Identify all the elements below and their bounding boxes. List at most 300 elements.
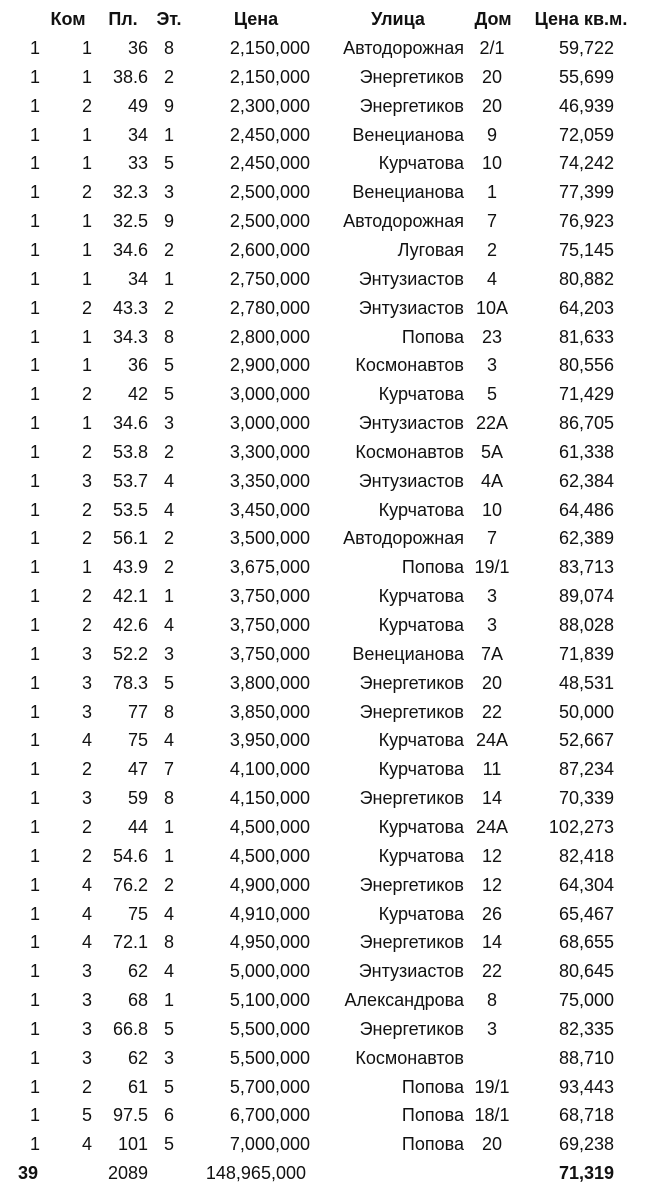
table-row — [0, 1073, 659, 1102]
cell-rooms: 2 — [81, 297, 92, 318]
cell-rooms: 2 — [81, 816, 92, 837]
cell-floor: 4 — [163, 730, 174, 751]
cell-floor: 5 — [163, 1134, 174, 1155]
total-price: 148,965,000 — [205, 1163, 306, 1184]
cell-floor: 1 — [163, 124, 174, 145]
cell-rooms: 1 — [81, 326, 92, 347]
cell-house: 11 — [482, 759, 502, 780]
cell-price-per-sqm: 86,705 — [558, 413, 614, 434]
cell-price-per-sqm: 89,074 — [558, 586, 614, 607]
cell-area: 52.2 — [112, 643, 148, 664]
cell-street: Курчатова — [378, 759, 464, 780]
cell-floor: 1 — [163, 845, 174, 866]
cell-rooms: 1 — [81, 66, 92, 87]
cell-rooms: 1 — [81, 355, 92, 376]
cell-street: Энергетиков — [359, 788, 464, 809]
cell-area: 36 — [127, 355, 148, 376]
cell-rooms: 3 — [81, 701, 92, 722]
cell-area: 72.1 — [112, 932, 148, 953]
cell-rooms: 2 — [81, 615, 92, 635]
cell-street: Энергетиков — [359, 95, 464, 116]
cell-floor: 2 — [163, 297, 174, 318]
cell-street: Курчатова — [378, 615, 464, 635]
cell-count: 1 — [29, 239, 40, 260]
cell-price: 2,150,000 — [229, 66, 310, 87]
cell-house: 8 — [486, 990, 497, 1011]
cell-area: 42 — [127, 384, 148, 405]
average-price-per-sqm: 71,319 — [558, 1163, 614, 1184]
cell-area: 36 — [127, 38, 148, 58]
cell-count: 1 — [29, 297, 40, 318]
cell-rooms: 2 — [81, 586, 92, 607]
cell-rooms: 5 — [81, 1105, 92, 1126]
cell-rooms: 1 — [81, 268, 92, 289]
cell-street: Курчатова — [378, 816, 464, 837]
table-row — [0, 553, 659, 582]
cell-area: 43.9 — [112, 557, 148, 578]
cell-rooms: 2 — [81, 182, 92, 203]
table-row — [0, 380, 659, 409]
cell-rooms: 4 — [81, 1134, 92, 1155]
cell-house: 7А — [480, 643, 504, 664]
cell-count: 1 — [29, 1018, 40, 1039]
cell-rooms: 2 — [81, 528, 92, 549]
cell-street: Попова — [401, 326, 464, 347]
table-row — [0, 957, 659, 986]
cell-price-per-sqm: 82,418 — [558, 845, 614, 866]
cell-price: 4,500,000 — [229, 816, 310, 837]
cell-street: Энергетиков — [359, 66, 464, 87]
cell-house: 9 — [486, 124, 497, 145]
cell-price-per-sqm: 77,399 — [558, 182, 614, 203]
cell-price-per-sqm: 61,338 — [558, 441, 614, 462]
cell-count: 1 — [29, 903, 40, 924]
cell-rooms: 2 — [81, 845, 92, 866]
cell-rooms: 1 — [81, 557, 92, 578]
cell-count: 1 — [29, 124, 40, 145]
cell-floor: 9 — [163, 95, 174, 116]
cell-price-per-sqm: 69,238 — [558, 1134, 614, 1155]
cell-price: 4,100,000 — [229, 759, 310, 780]
cell-house: 3 — [486, 615, 497, 635]
cell-street: Энергетиков — [359, 672, 464, 693]
header-house: Дом — [474, 9, 512, 29]
table-row — [0, 207, 659, 236]
cell-count: 1 — [29, 153, 40, 174]
cell-price-per-sqm: 80,882 — [558, 268, 614, 289]
table-row — [0, 121, 659, 150]
cell-count: 1 — [29, 66, 40, 87]
cell-price-per-sqm: 68,655 — [558, 932, 614, 953]
cell-count: 1 — [29, 759, 40, 780]
cell-price: 3,950,000 — [229, 730, 310, 751]
cell-price-per-sqm: 102,273 — [548, 816, 614, 837]
header-area: Пл. — [108, 9, 138, 29]
cell-rooms: 2 — [81, 384, 92, 405]
cell-count: 1 — [29, 211, 40, 232]
header-price: Цена — [233, 9, 279, 29]
cell-count: 1 — [29, 470, 40, 491]
cell-house: 19/1 — [474, 557, 510, 578]
table-row — [0, 582, 659, 611]
cell-price-per-sqm: 74,242 — [558, 153, 614, 174]
cell-price: 3,750,000 — [229, 615, 310, 635]
cell-price: 3,750,000 — [229, 643, 310, 664]
cell-rooms: 2 — [81, 499, 92, 520]
cell-rooms: 1 — [81, 239, 92, 260]
cell-area: 34 — [127, 124, 148, 145]
cell-floor: 2 — [163, 239, 174, 260]
table-row — [0, 34, 659, 63]
cell-count: 1 — [29, 1105, 40, 1126]
cell-price: 5,500,000 — [229, 1018, 310, 1039]
cell-street: Попова — [401, 1134, 464, 1155]
cell-house: 7 — [486, 211, 497, 232]
total-count: 39 — [17, 1163, 38, 1184]
cell-street: Венецианова — [352, 182, 464, 203]
cell-floor: 5 — [163, 384, 174, 405]
cell-house: 20 — [481, 66, 503, 87]
header-street: Улица — [371, 9, 425, 29]
cell-house: 14 — [481, 788, 503, 809]
cell-house: 24А — [475, 730, 509, 751]
cell-price: 5,500,000 — [229, 1047, 310, 1068]
cell-floor: 4 — [163, 499, 174, 520]
cell-rooms: 3 — [81, 788, 92, 809]
cell-price: 2,600,000 — [229, 239, 310, 260]
cell-price-per-sqm: 46,939 — [558, 95, 614, 116]
cell-count: 1 — [29, 961, 40, 982]
cell-area: 43.3 — [112, 297, 148, 318]
cell-price: 3,800,000 — [229, 672, 310, 693]
cell-price-per-sqm: 88,710 — [558, 1047, 614, 1068]
cell-house: 3 — [486, 1018, 497, 1039]
cell-count: 1 — [29, 615, 40, 635]
cell-street: Космонавтов — [355, 1047, 464, 1068]
table-row — [0, 524, 659, 553]
table-row — [0, 640, 659, 669]
cell-rooms: 1 — [81, 124, 92, 145]
cell-rooms: 4 — [81, 874, 92, 895]
cell-area: 61 — [127, 1076, 148, 1097]
cell-price: 4,150,000 — [229, 788, 310, 809]
cell-house: 2/1 — [479, 38, 505, 58]
cell-street: Космонавтов — [355, 355, 464, 376]
cell-price: 2,500,000 — [229, 182, 310, 203]
table-row — [0, 871, 659, 900]
cell-price-per-sqm: 81,633 — [558, 326, 614, 347]
cell-street: Автодорожная — [343, 528, 464, 549]
cell-price: 4,910,000 — [229, 903, 310, 924]
cell-rooms: 2 — [81, 95, 92, 116]
cell-floor: 3 — [163, 1047, 174, 1068]
table-row — [0, 294, 659, 323]
cell-rooms: 1 — [81, 211, 92, 232]
cell-floor: 8 — [163, 932, 174, 953]
cell-floor: 6 — [163, 1105, 174, 1126]
cell-area: 54.6 — [112, 845, 148, 866]
cell-floor: 4 — [163, 961, 174, 982]
cell-price-per-sqm: 75,145 — [558, 239, 614, 260]
cell-price: 3,850,000 — [229, 701, 310, 722]
cell-price-per-sqm: 65,467 — [558, 903, 614, 924]
cell-rooms: 3 — [81, 1047, 92, 1068]
cell-area: 75 — [127, 730, 148, 751]
cell-street: Энтузиастов — [358, 413, 464, 434]
cell-count: 1 — [29, 672, 40, 693]
cell-count: 1 — [29, 932, 40, 953]
cell-street: Луговая — [397, 239, 464, 260]
table-row — [0, 813, 659, 842]
table-row — [0, 842, 659, 871]
cell-count: 1 — [29, 355, 40, 376]
table-row — [0, 1044, 659, 1073]
cell-street: Курчатова — [378, 384, 464, 405]
table-row — [0, 236, 659, 265]
cell-price: 3,750,000 — [229, 586, 310, 607]
cell-count: 1 — [29, 326, 40, 347]
cell-count: 1 — [29, 845, 40, 866]
cell-price: 2,800,000 — [229, 326, 310, 347]
cell-house: 5 — [486, 384, 497, 405]
cell-count: 1 — [29, 182, 40, 203]
cell-price-per-sqm: 64,486 — [558, 499, 614, 520]
cell-count: 1 — [29, 643, 40, 664]
cell-count: 1 — [29, 413, 40, 434]
cell-street: Александрова — [344, 990, 464, 1011]
cell-count: 1 — [29, 1047, 40, 1068]
cell-price-per-sqm: 76,923 — [558, 211, 614, 232]
cell-rooms: 3 — [81, 643, 92, 664]
cell-house: 4А — [480, 470, 504, 491]
cell-price: 3,675,000 — [229, 557, 310, 578]
cell-rooms: 2 — [81, 1076, 92, 1097]
cell-area: 38.6 — [112, 66, 148, 87]
table-row — [0, 726, 659, 755]
cell-price-per-sqm: 75,000 — [558, 990, 614, 1011]
cell-price: 7,000,000 — [229, 1134, 310, 1155]
cell-house: 22А — [475, 413, 509, 434]
cell-price-per-sqm: 64,203 — [558, 297, 614, 318]
cell-price-per-sqm: 80,556 — [558, 355, 614, 376]
cell-rooms: 1 — [81, 38, 92, 58]
cell-price: 2,450,000 — [229, 153, 310, 174]
cell-area: 42.1 — [112, 586, 148, 607]
cell-price: 3,300,000 — [229, 441, 310, 462]
cell-street: Энергетиков — [359, 874, 464, 895]
cell-street: Венецианова — [352, 643, 464, 664]
cell-price: 5,000,000 — [229, 961, 310, 982]
cell-floor: 1 — [163, 268, 174, 289]
cell-house: 18/1 — [474, 1105, 510, 1126]
cell-street: Энергетиков — [359, 701, 464, 722]
cell-price-per-sqm: 62,389 — [558, 528, 614, 549]
cell-house — [466, 1044, 518, 1073]
table-row — [0, 265, 659, 294]
cell-house: 10 — [481, 499, 503, 520]
table-row — [0, 149, 659, 178]
cell-area: 34.6 — [112, 239, 148, 260]
cell-street: Энтузиастов — [358, 470, 464, 491]
cell-street: Энтузиастов — [358, 961, 464, 982]
cell-price-per-sqm: 87,234 — [558, 759, 614, 780]
cell-house: 14 — [481, 932, 503, 953]
table-row — [0, 1015, 659, 1044]
cell-street: Автодорожная — [343, 38, 464, 58]
cell-house: 24А — [475, 816, 509, 837]
table-row — [0, 409, 659, 438]
cell-street: Попова — [401, 557, 464, 578]
cell-street: Курчатова — [378, 586, 464, 607]
cell-price-per-sqm: 68,718 — [558, 1105, 614, 1126]
cell-rooms: 2 — [81, 441, 92, 462]
cell-price-per-sqm: 82,335 — [558, 1018, 614, 1039]
cell-count: 1 — [29, 528, 40, 549]
cell-count: 1 — [29, 730, 40, 751]
cell-area: 68 — [127, 990, 148, 1011]
cell-area: 53.8 — [112, 441, 148, 462]
cell-rooms: 2 — [81, 759, 92, 780]
table-row — [0, 1101, 659, 1130]
header-count — [0, 5, 40, 34]
total-area: 2089 — [107, 1163, 148, 1184]
cell-floor: 2 — [163, 441, 174, 462]
cell-floor: 5 — [163, 153, 174, 174]
cell-count: 1 — [29, 441, 40, 462]
cell-house: 19/1 — [474, 1076, 510, 1097]
cell-count: 1 — [29, 1134, 40, 1155]
cell-price: 3,000,000 — [229, 413, 310, 434]
cell-price: 5,700,000 — [229, 1076, 310, 1097]
cell-area: 56.1 — [112, 528, 148, 549]
cell-rooms: 3 — [81, 961, 92, 982]
cell-rooms: 3 — [81, 1018, 92, 1039]
cell-price: 2,500,000 — [229, 211, 310, 232]
cell-area: 62 — [127, 961, 148, 982]
cell-area: 66.8 — [112, 1018, 148, 1039]
cell-house: 20 — [481, 95, 503, 116]
cell-count: 1 — [29, 788, 40, 809]
cell-floor: 5 — [163, 355, 174, 376]
cell-area: 42.6 — [112, 615, 148, 635]
cell-price-per-sqm: 64,304 — [558, 874, 614, 895]
table-row — [0, 1130, 659, 1159]
cell-house: 5А — [480, 441, 504, 462]
table-row — [0, 351, 659, 380]
table-row — [0, 178, 659, 207]
cell-floor: 2 — [163, 874, 174, 895]
cell-house: 1 — [486, 182, 497, 203]
cell-street: Курчатова — [378, 845, 464, 866]
cell-price: 3,350,000 — [229, 470, 310, 491]
header-rooms: Ком — [50, 9, 86, 29]
cell-house: 2 — [486, 239, 497, 260]
cell-area: 97.5 — [112, 1105, 148, 1126]
cell-floor: 1 — [163, 990, 174, 1011]
cell-floor: 1 — [163, 816, 174, 837]
cell-count: 1 — [29, 990, 40, 1011]
cell-house: 20 — [481, 1134, 503, 1155]
table-row — [0, 438, 659, 467]
cell-street: Энергетиков — [359, 1018, 464, 1039]
cell-price-per-sqm: 55,699 — [558, 66, 614, 87]
cell-price: 2,450,000 — [229, 124, 310, 145]
cell-floor: 5 — [163, 672, 174, 693]
cell-rooms: 3 — [81, 672, 92, 693]
table-row — [0, 698, 659, 727]
cell-count: 1 — [29, 816, 40, 837]
cell-price: 2,900,000 — [229, 355, 310, 376]
cell-price-per-sqm: 59,722 — [558, 38, 614, 58]
cell-rooms: 4 — [81, 932, 92, 953]
cell-area: 33 — [127, 153, 148, 174]
cell-price-per-sqm: 80,645 — [558, 961, 614, 982]
cell-area: 53.7 — [112, 470, 148, 491]
cell-area: 34.6 — [112, 413, 148, 434]
cell-area: 62 — [127, 1047, 148, 1068]
cell-floor: 8 — [163, 326, 174, 347]
cell-area: 34 — [127, 268, 148, 289]
cell-floor: 8 — [163, 788, 174, 809]
table-totals-row — [0, 1159, 659, 1188]
table-header-row — [0, 5, 659, 34]
cell-price-per-sqm: 62,384 — [558, 470, 614, 491]
cell-house: 7 — [486, 528, 497, 549]
cell-rooms: 3 — [81, 990, 92, 1011]
table-row — [0, 784, 659, 813]
cell-price: 2,150,000 — [229, 38, 310, 58]
cell-house: 22 — [481, 961, 503, 982]
cell-price-per-sqm: 88,028 — [558, 615, 614, 635]
cell-floor: 3 — [163, 413, 174, 434]
cell-price-per-sqm: 70,339 — [558, 788, 614, 809]
cell-floor: 7 — [163, 759, 174, 780]
cell-house: 3 — [486, 355, 497, 376]
cell-street: Космонавтов — [355, 441, 464, 462]
cell-price-per-sqm: 71,429 — [558, 384, 614, 405]
cell-price: 4,500,000 — [229, 845, 310, 866]
cell-price-per-sqm: 50,000 — [558, 701, 614, 722]
cell-floor: 4 — [163, 615, 174, 635]
cell-house: 4 — [486, 268, 497, 289]
table-row — [0, 92, 659, 121]
cell-count: 1 — [29, 384, 40, 405]
cell-area: 77 — [127, 701, 148, 722]
cell-count: 1 — [29, 1076, 40, 1097]
cell-rooms: 4 — [81, 730, 92, 751]
cell-street: Энтузиастов — [358, 297, 464, 318]
cell-count: 1 — [29, 557, 40, 578]
cell-area: 49 — [127, 95, 148, 116]
header-floor: Эт. — [156, 9, 182, 29]
cell-price: 3,450,000 — [229, 499, 310, 520]
cell-house: 20 — [481, 672, 503, 693]
cell-street: Курчатова — [378, 499, 464, 520]
cell-floor: 5 — [163, 1076, 174, 1097]
cell-price-per-sqm: 83,713 — [558, 557, 614, 578]
cell-price: 2,750,000 — [229, 268, 310, 289]
cell-count: 1 — [29, 874, 40, 895]
cell-area: 47 — [127, 759, 148, 780]
cell-floor: 8 — [163, 701, 174, 722]
cell-floor: 2 — [163, 66, 174, 87]
cell-street: Попова — [401, 1105, 464, 1126]
cell-area: 32.3 — [112, 182, 148, 203]
cell-house: 23 — [481, 326, 503, 347]
cell-area: 44 — [127, 816, 148, 837]
cell-area: 32.5 — [112, 211, 148, 232]
cell-house: 12 — [481, 845, 503, 866]
